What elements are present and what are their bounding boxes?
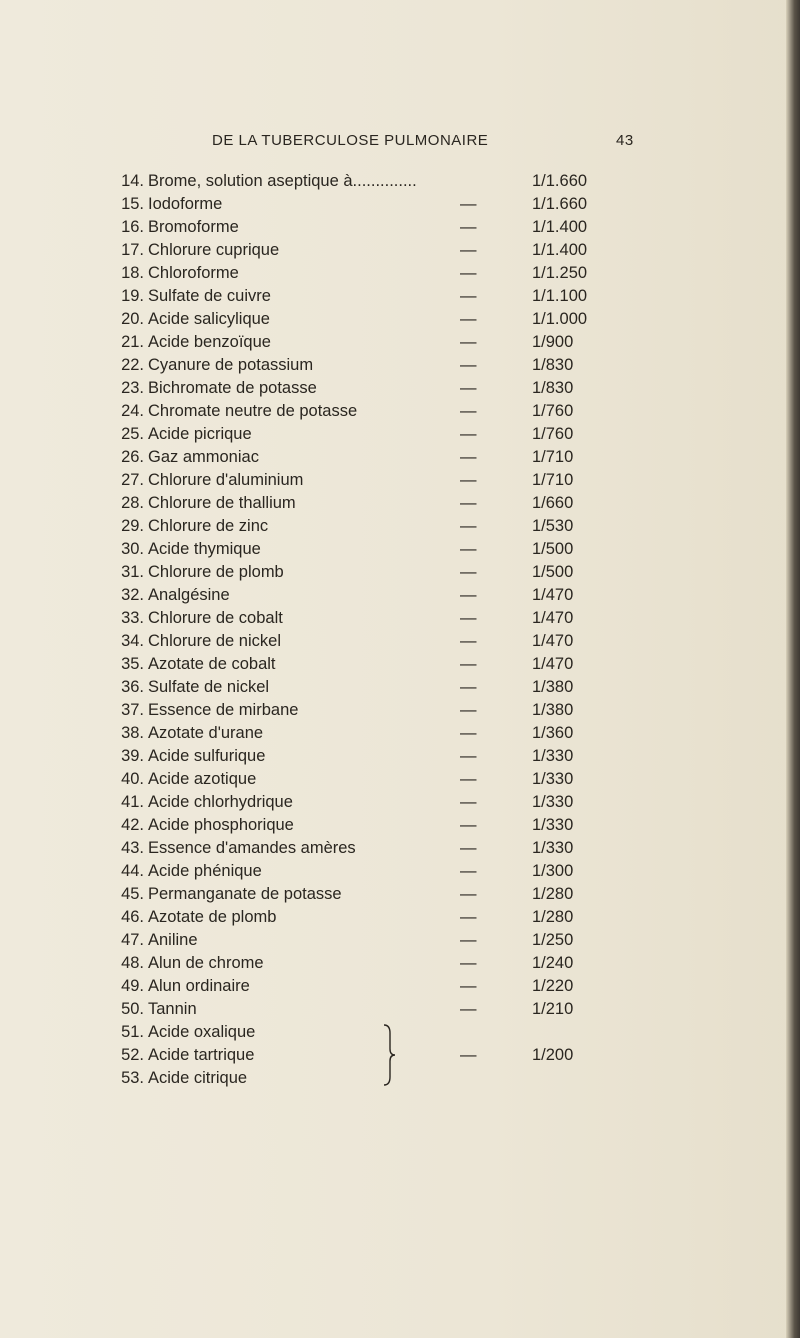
entry-value: 1/1.400 bbox=[532, 218, 588, 236]
entry-number: 43. bbox=[121, 839, 144, 857]
entry-name: Brome, solution aseptique à.............. bbox=[148, 172, 417, 190]
entry-name: Acide chlorhydrique bbox=[148, 793, 293, 811]
list-item bbox=[120, 630, 640, 653]
entry-number: 40. bbox=[121, 770, 144, 788]
entry-dash: — bbox=[460, 310, 477, 328]
entry-value: 1/280 bbox=[532, 885, 574, 903]
entry-name: Essence d'amandes amères bbox=[148, 839, 356, 857]
entry-dash: — bbox=[460, 793, 477, 811]
entry-dash: — bbox=[460, 1046, 477, 1064]
entry-dash: — bbox=[460, 1000, 477, 1018]
entry-name: Alun ordinaire bbox=[148, 977, 250, 995]
entry-name: Acide thymique bbox=[148, 540, 261, 558]
list-item bbox=[120, 170, 640, 193]
entry-value: 1/380 bbox=[532, 701, 574, 719]
entry-dash: — bbox=[460, 333, 477, 351]
entry-value: 1/530 bbox=[532, 517, 574, 535]
entry-name: Acide azotique bbox=[148, 770, 257, 788]
entry-name: Azotate de plomb bbox=[148, 908, 277, 926]
entry-number: 34. bbox=[121, 632, 144, 650]
entry-name: Chloroforme bbox=[148, 264, 239, 282]
list-item bbox=[120, 561, 640, 584]
list-item bbox=[120, 952, 640, 975]
entry-number: 53. bbox=[121, 1069, 144, 1087]
entry-value: 1/330 bbox=[532, 839, 574, 857]
list-item bbox=[120, 492, 640, 515]
entry-value: 1/330 bbox=[532, 793, 574, 811]
running-title: DE LA TUBERCULOSE PULMONAIRE bbox=[212, 132, 489, 149]
entry-number: 45. bbox=[121, 885, 144, 903]
entry-dash: — bbox=[460, 563, 477, 581]
entry-dash: — bbox=[460, 747, 477, 765]
entry-value: 1/1.400 bbox=[532, 241, 588, 259]
entry-value: 1/380 bbox=[532, 678, 574, 696]
entry-name: Acide salicylique bbox=[148, 310, 270, 328]
list-item bbox=[120, 883, 640, 906]
entry-dash: — bbox=[460, 609, 477, 627]
entry-number: 18. bbox=[121, 264, 144, 282]
entry-name: Bromoforme bbox=[148, 218, 239, 236]
entry-name: Chlorure de thallium bbox=[148, 494, 296, 512]
list-item bbox=[120, 722, 640, 745]
entry-dash: — bbox=[460, 195, 477, 213]
list-item bbox=[120, 745, 640, 768]
page-edge bbox=[786, 0, 800, 1338]
entry-number: 30. bbox=[121, 540, 144, 558]
list-item bbox=[120, 469, 640, 492]
entry-number: 15. bbox=[121, 195, 144, 213]
entry-dash: — bbox=[460, 586, 477, 604]
entry-name: Chlorure de plomb bbox=[148, 563, 284, 581]
entry-value: 1/200 bbox=[532, 1046, 574, 1064]
entry-name: Sulfate de cuivre bbox=[148, 287, 271, 305]
entry-value: 1/210 bbox=[532, 1000, 574, 1018]
entry-name: Permanganate de potasse bbox=[148, 885, 342, 903]
entry-dash: — bbox=[460, 540, 477, 558]
entry-name: Chlorure d'aluminium bbox=[148, 471, 304, 489]
entry-name: Acide phosphorique bbox=[148, 816, 294, 834]
list-item bbox=[120, 354, 640, 377]
entry-number: 17. bbox=[121, 241, 144, 259]
entry-name: Acide phénique bbox=[148, 862, 262, 880]
entry-number: 50. bbox=[121, 1000, 144, 1018]
entry-number: 21. bbox=[121, 333, 144, 351]
entry-number: 49. bbox=[121, 977, 144, 995]
entry-number: 14. bbox=[121, 172, 144, 190]
list-item bbox=[120, 653, 640, 676]
list-item bbox=[120, 607, 640, 630]
entry-number: 23. bbox=[121, 379, 144, 397]
entry-dash: — bbox=[460, 655, 477, 673]
entry-name: Analgésine bbox=[148, 586, 230, 604]
entry-dash: — bbox=[460, 678, 477, 696]
entry-dash: — bbox=[460, 356, 477, 374]
list-item bbox=[120, 975, 640, 998]
page-number: 43 bbox=[616, 132, 634, 149]
entry-dash: — bbox=[460, 471, 477, 489]
entry-value: 1/830 bbox=[532, 379, 574, 397]
entry-number: 41. bbox=[121, 793, 144, 811]
entry-dash: — bbox=[460, 241, 477, 259]
entry-value: 1/330 bbox=[532, 770, 574, 788]
entry-name: Azotate d'urane bbox=[148, 724, 264, 742]
list-item bbox=[120, 929, 640, 952]
entry-value: 1/500 bbox=[532, 563, 574, 581]
entry-number: 48. bbox=[121, 954, 144, 972]
entry-dash: — bbox=[460, 402, 477, 420]
list-item bbox=[120, 308, 640, 331]
right-brace-icon bbox=[382, 1023, 396, 1087]
list-item bbox=[120, 446, 640, 469]
entry-number: 16. bbox=[121, 218, 144, 236]
entry-name: Aniline bbox=[148, 931, 198, 949]
entry-name: Acide sulfurique bbox=[148, 747, 266, 765]
list-item bbox=[120, 1021, 640, 1044]
entry-name: Acide tartrique bbox=[148, 1046, 255, 1064]
entry-number: 33. bbox=[121, 609, 144, 627]
entry-number: 31. bbox=[121, 563, 144, 581]
entry-name: Acide oxalique bbox=[148, 1023, 256, 1041]
entry-dash: — bbox=[460, 425, 477, 443]
list-item bbox=[120, 998, 640, 1021]
entry-value: 1/1.000 bbox=[532, 310, 588, 328]
entry-number: 38. bbox=[121, 724, 144, 742]
entry-name: Sulfate de nickel bbox=[148, 678, 270, 696]
entry-dash: — bbox=[460, 264, 477, 282]
entry-name: Chromate neutre de potasse bbox=[148, 402, 358, 420]
entry-name: Tannin bbox=[148, 1000, 197, 1018]
entry-name: Alun de chrome bbox=[148, 954, 264, 972]
entry-number: 29. bbox=[121, 517, 144, 535]
list-item bbox=[120, 906, 640, 929]
entry-name: Azotate de cobalt bbox=[148, 655, 276, 673]
entry-dash: — bbox=[460, 379, 477, 397]
entry-number: 32. bbox=[121, 586, 144, 604]
entry-number: 19. bbox=[121, 287, 144, 305]
entry-value: 1/360 bbox=[532, 724, 574, 742]
entry-dash: — bbox=[460, 931, 477, 949]
entry-name: Acide benzoïque bbox=[148, 333, 271, 351]
list-item bbox=[120, 216, 640, 239]
entry-name: Acide picrique bbox=[148, 425, 252, 443]
list-item bbox=[120, 814, 640, 837]
entry-value: 1/1.660 bbox=[532, 172, 588, 190]
entry-number: 26. bbox=[121, 448, 144, 466]
entry-name: Essence de mirbane bbox=[148, 701, 299, 719]
entry-value: 1/660 bbox=[532, 494, 574, 512]
entry-dash: — bbox=[460, 977, 477, 995]
entry-value: 1/220 bbox=[532, 977, 574, 995]
entry-name: Gaz ammoniac bbox=[148, 448, 259, 466]
entry-dash: — bbox=[460, 494, 477, 512]
list-item bbox=[120, 676, 640, 699]
list-item bbox=[120, 768, 640, 791]
entry-value: 1/1.250 bbox=[532, 264, 588, 282]
entry-name: Iodoforme bbox=[148, 195, 223, 213]
entry-dash: — bbox=[460, 885, 477, 903]
entry-value: 1/470 bbox=[532, 655, 574, 673]
entry-value: 1/760 bbox=[532, 402, 574, 420]
list-item bbox=[120, 262, 640, 285]
entry-number: 24. bbox=[121, 402, 144, 420]
list-item bbox=[120, 1067, 640, 1090]
entry-number: 42. bbox=[121, 816, 144, 834]
entry-dash: — bbox=[460, 862, 477, 880]
list-item bbox=[120, 699, 640, 722]
entry-number: 22. bbox=[121, 356, 144, 374]
entry-value: 1/710 bbox=[532, 448, 574, 466]
entry-number: 51. bbox=[121, 1023, 144, 1041]
entry-name: Chlorure de nickel bbox=[148, 632, 281, 650]
list-item bbox=[120, 860, 640, 883]
entry-number: 52. bbox=[121, 1046, 144, 1064]
entry-name: Cyanure de potassium bbox=[148, 356, 314, 374]
entry-value: 1/470 bbox=[532, 586, 574, 604]
entry-value: 1/830 bbox=[532, 356, 574, 374]
grouped-entries bbox=[120, 1021, 640, 1090]
entry-dash: — bbox=[460, 839, 477, 857]
list-item bbox=[120, 193, 640, 216]
entry-value: 1/500 bbox=[532, 540, 574, 558]
entry-dash: — bbox=[460, 448, 477, 466]
entry-number: 39. bbox=[121, 747, 144, 765]
entry-dash: — bbox=[460, 517, 477, 535]
entry-dash: — bbox=[460, 816, 477, 834]
list-item bbox=[120, 400, 640, 423]
entry-name: Chlorure de cobalt bbox=[148, 609, 283, 627]
list-item bbox=[120, 285, 640, 308]
list-item bbox=[120, 331, 640, 354]
list-item bbox=[120, 515, 640, 538]
entry-name: Bichromate de potasse bbox=[148, 379, 317, 397]
entry-value: 1/1.660 bbox=[532, 195, 588, 213]
entry-value: 1/900 bbox=[532, 333, 574, 351]
entry-number: 35. bbox=[121, 655, 144, 673]
entry-dash: — bbox=[460, 287, 477, 305]
entry-number: 28. bbox=[121, 494, 144, 512]
entry-value: 1/710 bbox=[532, 471, 574, 489]
entry-value: 1/250 bbox=[532, 931, 574, 949]
entry-dash: — bbox=[460, 908, 477, 926]
entry-value: 1/330 bbox=[532, 747, 574, 765]
list-item bbox=[120, 239, 640, 262]
entry-dash: — bbox=[460, 218, 477, 236]
entry-name: Chlorure de zinc bbox=[148, 517, 269, 535]
entry-value: 1/470 bbox=[532, 609, 574, 627]
entry-number: 27. bbox=[121, 471, 144, 489]
entry-number: 20. bbox=[121, 310, 144, 328]
entry-value: 1/470 bbox=[532, 632, 574, 650]
entry-dash: — bbox=[460, 954, 477, 972]
entry-number: 47. bbox=[121, 931, 144, 949]
list-item bbox=[120, 791, 640, 814]
entry-name: Acide citrique bbox=[148, 1069, 248, 1087]
entry-name: Chlorure cuprique bbox=[148, 241, 280, 259]
entry-number: 25. bbox=[121, 425, 144, 443]
list-item bbox=[120, 377, 640, 400]
entry-number: 37. bbox=[121, 701, 144, 719]
list-item bbox=[120, 584, 640, 607]
entry-dash: — bbox=[460, 770, 477, 788]
entry-number: 44. bbox=[121, 862, 144, 880]
entry-value: 1/300 bbox=[532, 862, 574, 880]
entry-value: 1/1.100 bbox=[532, 287, 588, 305]
list-item bbox=[120, 837, 640, 860]
entry-number: 36. bbox=[121, 678, 144, 696]
entry-value: 1/280 bbox=[532, 908, 574, 926]
list-item bbox=[120, 538, 640, 561]
entry-dash: — bbox=[460, 701, 477, 719]
entry-value: 1/240 bbox=[532, 954, 574, 972]
entry-number: 46. bbox=[121, 908, 144, 926]
entry-value: 1/330 bbox=[532, 816, 574, 834]
list-item bbox=[120, 423, 640, 446]
entry-dash: — bbox=[460, 632, 477, 650]
substance-list bbox=[120, 170, 640, 1090]
entry-value: 1/760 bbox=[532, 425, 574, 443]
entry-dash: — bbox=[460, 724, 477, 742]
